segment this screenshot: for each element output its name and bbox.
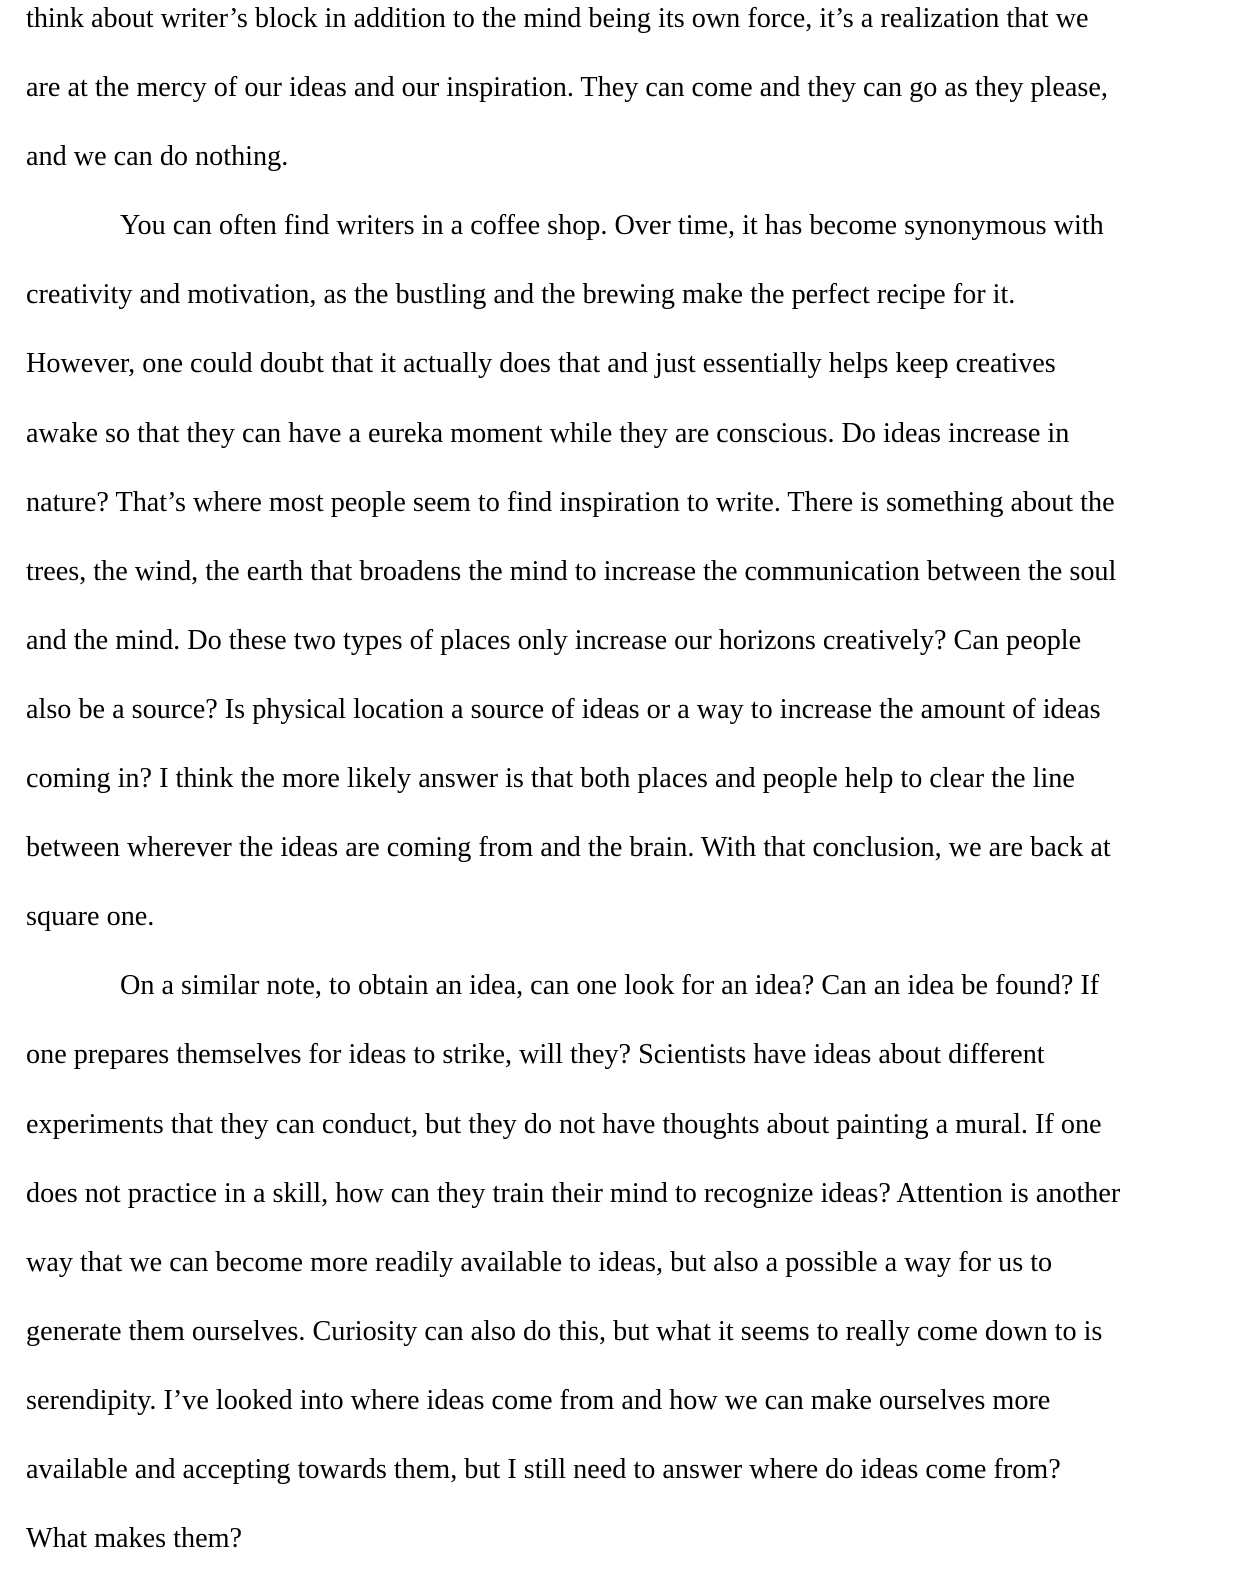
text-line: way that we can become more readily available to ideas, but also a possible a way for us to	[26, 1246, 1053, 1278]
text-line: available and accepting towards them, but I still need to answer where do ideas come from?	[26, 1453, 1061, 1485]
text-line: What makes them?	[26, 1523, 243, 1555]
text-line: are at the mercy of our ideas and our inspiration. They can come and they can go as they please,	[26, 72, 1108, 104]
text-line: creativity and motivation, as the bustling and the brewing make the perfect recipe for it.	[26, 279, 1016, 311]
text-line: serendipity. I’ve looked into where ideas come from and how we can make ourselves more	[26, 1384, 1051, 1416]
text-line: generate them ourselves. Curiosity can also do this, but what it seems to really come down to is	[26, 1315, 1103, 1347]
text-line: one prepares themselves for ideas to strike, will they? Scientists have ideas about different	[26, 1039, 1045, 1071]
text-line: between wherever the ideas are coming from and the brain. With that conclusion, we are back at	[26, 832, 1111, 864]
text-line: square one.	[26, 901, 155, 933]
text-line: think about writer’s block in addition to the mind being its own force, it’s a realization that we	[26, 3, 1089, 34]
paragraph	[26, 191, 1258, 951]
text-line: On a similar note, to obtain an idea, can one look for an idea? Can an idea be found? If	[120, 970, 1100, 1002]
text-line: also be a source? Is physical location a source of ideas or a way to increase the amount of ideas	[26, 693, 1101, 725]
text-line: does not practice in a skill, how can they train their mind to recognize ideas? Attention is another	[26, 1177, 1121, 1209]
text-line: coming in? I think the more likely answer is that both places and people help to clear the line	[26, 763, 1075, 795]
paragraph	[26, 0, 1258, 191]
text-line: awake so that they can have a eureka moment while they are conscious. Do ideas increase in	[26, 417, 1070, 449]
text-line: and we can do nothing.	[26, 141, 289, 173]
text-line: trees, the wind, the earth that broadens the mind to increase the communication between the soul	[26, 555, 1117, 587]
text-line: and the mind. Do these two types of places only increase our horizons creatively? Can people	[26, 624, 1082, 656]
text-line: You can often find writers in a coffee shop. Over time, it has become synonymous with	[120, 210, 1104, 242]
text-line: experiments that they can conduct, but they do not have thoughts about painting a mural. If one	[26, 1108, 1102, 1140]
paragraph	[26, 951, 1258, 1573]
text-line: nature? That’s where most people seem to find inspiration to write. There is something about the	[26, 486, 1115, 518]
document-page	[26, 0, 1258, 1573]
text-line: However, one could doubt that it actually does that and just essentially helps keep creatives	[26, 348, 1056, 380]
